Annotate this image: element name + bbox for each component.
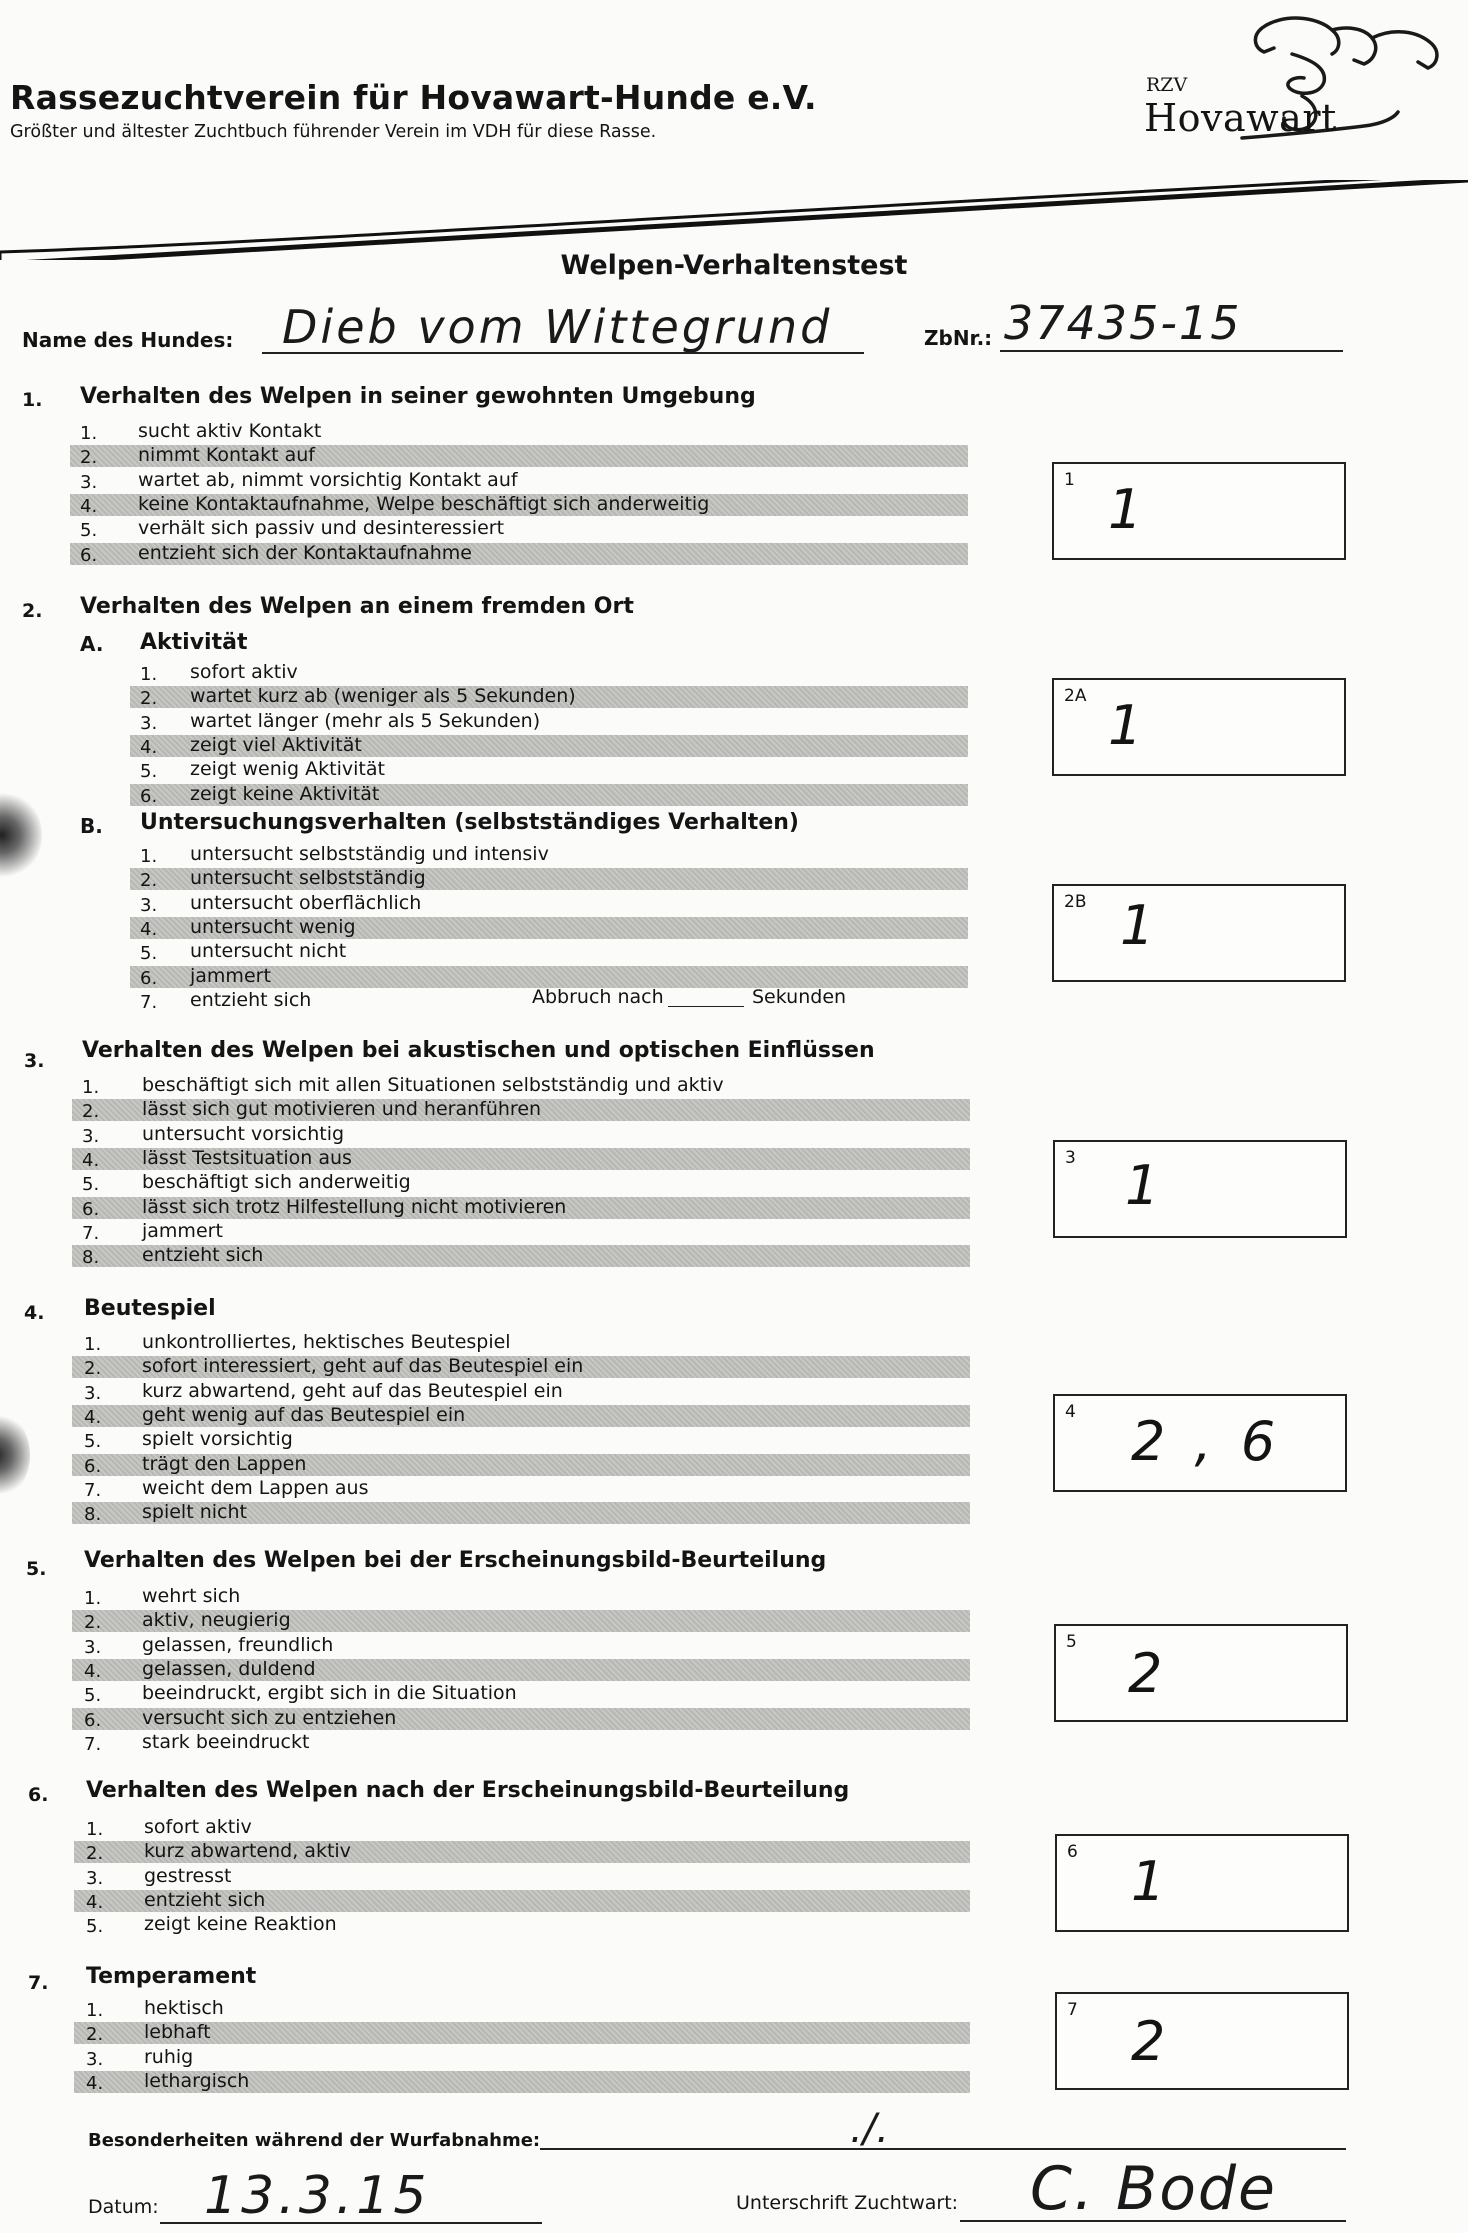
option-number: 3. [86, 1867, 104, 1889]
option-text: weicht dem Lappen aus [142, 1476, 369, 1499]
option-number: 1. [140, 664, 158, 685]
option-text: lässt Testsituation aus [142, 1146, 352, 1169]
option-text: keine Kontaktaufnahme, Welpe beschäftigt sich anderweitig [138, 492, 710, 515]
option-number: 2. [82, 1101, 100, 1123]
option-number: 2. [140, 688, 158, 710]
option-text: gelassen, freundlich [142, 1633, 334, 1656]
option-text: untersucht selbstständig [190, 867, 426, 890]
option-number: 3. [140, 894, 158, 916]
option-number: 5. [82, 1174, 100, 1196]
option-number: 2. [80, 447, 98, 469]
option-text: lethargisch [144, 2069, 250, 2092]
section-3-title: Verhalten des Welpen bei akustischen und optischen Einflüssen [82, 1038, 875, 1063]
section-7-number: 7. [28, 1972, 49, 1994]
option-text: wartet länger (mehr als 5 Sekunden) [190, 709, 541, 732]
score-box-1-label: 1 [1064, 470, 1075, 490]
option-text: ruhig [144, 2045, 194, 2068]
option-number: 3. [86, 2048, 104, 2070]
option-number: 3. [140, 712, 158, 734]
zbnr-label: ZbNr.: [924, 326, 993, 350]
dog-name-underline [262, 352, 864, 354]
score-box-3-label: 3 [1065, 1148, 1076, 1168]
option-text: untersucht vorsichtig [142, 1122, 345, 1145]
option-number: 4. [84, 1660, 102, 1682]
score-box-1[interactable] [1052, 462, 1346, 560]
option-text: gelassen, duldend [142, 1657, 316, 1680]
score-box-7-label: 7 [1067, 2000, 1078, 2020]
header-divider [0, 180, 1468, 260]
option-text: lässt sich trotz Hilfestellung nicht motivieren [142, 1195, 567, 1218]
signature-underline [960, 2220, 1346, 2222]
option-number: 5. [80, 520, 98, 542]
option-text: lässt sich gut motivieren und heranführen [142, 1098, 542, 1121]
option-number: 6. [84, 1709, 102, 1731]
option-text: trägt den Lappen [142, 1452, 307, 1475]
option-number: 5. [84, 1685, 102, 1707]
section-2b-letter: B. [80, 814, 103, 838]
score-box-2a[interactable] [1052, 678, 1346, 776]
signature-label: Unterschrift Zuchtwart: [736, 2192, 959, 2214]
score-box-4-label: 4 [1065, 1402, 1076, 1422]
binder-hole-lower [0, 1410, 30, 1500]
option-number: 5. [140, 943, 158, 965]
option-text: wartet ab, nimmt vorsichtig Kontakt auf [138, 468, 518, 491]
score-box-7[interactable] [1055, 1992, 1349, 2090]
option-number: 5. [86, 1916, 104, 1938]
remarks-value[interactable]: ./. [850, 2106, 889, 2152]
option-number: 1. [80, 423, 98, 444]
section-6-number: 6. [28, 1784, 49, 1806]
option-text: untersucht selbstständig und intensiv [190, 843, 549, 865]
remarks-underline [540, 2148, 1346, 2150]
option-text: spielt nicht [142, 1501, 247, 1524]
option-number: 6. [140, 967, 158, 989]
option-number: 5. [84, 1431, 102, 1453]
section-6-title: Verhalten des Welpen nach der Erscheinungsbild-Beurteilung [86, 1778, 850, 1803]
option-number: 4. [86, 1891, 104, 1913]
option-text: kurz abwartend, aktiv [144, 1840, 351, 1863]
option-number: 3. [82, 1125, 100, 1147]
option-text: wehrt sich [142, 1585, 241, 1607]
section-7-title: Temperament [86, 1964, 257, 1989]
score-box-6-value: 1 [1131, 1850, 1166, 1913]
score-box-3[interactable] [1053, 1140, 1347, 1238]
option-number: 7. [84, 1733, 102, 1755]
abort-label: Abbruch nach [532, 986, 664, 1008]
section-3-number: 3. [24, 1050, 45, 1072]
score-box-2a-value: 1 [1108, 694, 1143, 757]
abort-unit: Sekunden [752, 986, 847, 1008]
option-number: 8. [84, 1504, 102, 1526]
section-1-number: 1. [22, 389, 43, 411]
section-2-number: 2. [22, 600, 43, 622]
signature-value[interactable]: C. Bode [1030, 2154, 1277, 2224]
option-number: 6. [84, 1455, 102, 1477]
option-text: verhält sich passiv und desinteressiert [138, 517, 505, 540]
score-box-1-value: 1 [1108, 478, 1143, 541]
remarks-label: Besonderheiten während der Wurfabnahme: [88, 2130, 541, 2151]
document-title: Welpen-Verhaltenstest [560, 250, 908, 281]
option-number: 6. [140, 785, 158, 807]
option-number: 1. [82, 1077, 100, 1098]
score-box-4[interactable] [1053, 1394, 1347, 1492]
section-2b-title: Untersuchungsverhalten (selbstständiges Verhalten) [140, 810, 799, 835]
score-box-3-value: 1 [1125, 1154, 1160, 1217]
score-box-2b-value: 1 [1120, 894, 1155, 957]
option-text: sucht aktiv Kontakt [138, 420, 322, 442]
option-text: jammert [142, 1219, 223, 1242]
score-box-5[interactable] [1054, 1624, 1348, 1722]
option-number: 4. [140, 736, 158, 758]
option-text: zeigt viel Aktivität [190, 733, 362, 756]
option-text: beeindruckt, ergibt sich in die Situation [142, 1682, 517, 1705]
option-number: 2. [84, 1612, 102, 1634]
option-text: zeigt keine Aktivität [190, 782, 380, 805]
option-text: beschäftigt sich mit allen Situationen selbstständig und aktiv [142, 1074, 724, 1096]
option-number: 7. [82, 1222, 100, 1244]
option-text: sofort aktiv [144, 1816, 252, 1838]
option-number: 1. [84, 1334, 102, 1355]
option-text: spielt vorsichtig [142, 1428, 293, 1451]
option-text: versucht sich zu entziehen [142, 1706, 397, 1729]
organization-subtitle: Größter und ältester Zuchtbuch führender Verein im VDH für diese Rasse. [10, 122, 657, 142]
option-number: 1. [84, 1588, 102, 1609]
option-text: unkontrolliertes, hektisches Beutespiel [142, 1331, 511, 1353]
section-4-title: Beutespiel [84, 1296, 216, 1321]
section-4-number: 4. [24, 1302, 45, 1324]
date-underline [160, 2222, 542, 2224]
abort-seconds-blank[interactable] [668, 1006, 744, 1007]
date-value[interactable]: 13.3.15 [204, 2166, 431, 2226]
score-box-4-value: 2 , 6 [1131, 1410, 1282, 1473]
zbnr-value[interactable]: 37435-15 [1004, 296, 1242, 350]
option-text: sofort aktiv [190, 661, 298, 683]
score-box-5-value: 2 [1128, 1642, 1163, 1705]
option-number: 2. [86, 1843, 104, 1865]
dog-name-value[interactable]: Dieb vom Wittegrund [282, 300, 833, 354]
option-text: untersucht nicht [190, 940, 347, 963]
section-2a-letter: A. [80, 632, 104, 656]
option-number: 3. [80, 471, 98, 493]
option-text: entzieht sich [142, 1244, 264, 1267]
option-number: 3. [84, 1382, 102, 1404]
option-text: zeigt wenig Aktivität [190, 758, 385, 781]
option-text: aktiv, neugierig [142, 1609, 291, 1632]
option-number: 5. [140, 761, 158, 783]
score-box-2a-label: 2A [1064, 686, 1087, 706]
option-number: 7. [140, 991, 158, 1013]
option-text: kurz abwartend, geht auf das Beutespiel ein [142, 1379, 563, 1402]
score-box-6[interactable] [1055, 1834, 1349, 1932]
logo-hovawart-text: Hovawart [1144, 96, 1337, 140]
option-number: 1. [140, 846, 158, 867]
logo-rzv-text: RZV [1146, 74, 1188, 96]
score-box-6-label: 6 [1067, 1842, 1078, 1862]
option-number: 7. [84, 1479, 102, 1501]
option-text: entzieht sich [144, 1888, 266, 1911]
option-number: 1. [86, 2000, 104, 2021]
score-box-2b[interactable] [1052, 884, 1346, 982]
option-number: 4. [82, 1149, 100, 1171]
option-number: 2. [140, 870, 158, 892]
option-text: beschäftigt sich anderweitig [142, 1171, 411, 1194]
option-number: 6. [82, 1198, 100, 1220]
option-text: zeigt keine Reaktion [144, 1913, 337, 1936]
organization-name: Rassezuchtverein für Hovawart-Hunde e.V. [10, 78, 817, 117]
score-box-7-value: 2 [1131, 2010, 1166, 2073]
option-text: wartet kurz ab (weniger als 5 Sekunden) [190, 685, 576, 708]
option-number: 4. [86, 2072, 104, 2094]
option-text: nimmt Kontakt auf [138, 444, 315, 467]
option-number: 4. [80, 495, 98, 517]
binder-hole-upper [0, 790, 42, 880]
option-number: 4. [140, 918, 158, 940]
dog-name-label: Name des Hundes: [22, 328, 234, 352]
section-5-number: 5. [26, 1558, 47, 1580]
section-2a-title: Aktivität [140, 630, 248, 655]
option-text: sofort interessiert, geht auf das Beutespiel ein [142, 1355, 584, 1378]
option-text: untersucht wenig [190, 915, 356, 938]
section-1-title: Verhalten des Welpen in seiner gewohnten Umgebung [80, 384, 756, 409]
option-text: entzieht sich [190, 988, 312, 1011]
score-box-5-label: 5 [1066, 1632, 1077, 1652]
option-number: 6. [80, 544, 98, 566]
score-box-2b-label: 2B [1064, 892, 1087, 912]
option-text: geht wenig auf das Beutespiel ein [142, 1403, 466, 1426]
option-number: 1. [86, 1819, 104, 1840]
option-text: hektisch [144, 1997, 224, 2019]
option-text: jammert [190, 964, 271, 987]
option-text: lebhaft [144, 2021, 211, 2044]
option-text: untersucht oberflächlich [190, 891, 422, 914]
option-number: 2. [84, 1358, 102, 1380]
option-number: 3. [84, 1636, 102, 1658]
option-text: gestresst [144, 1864, 232, 1887]
option-number: 2. [86, 2024, 104, 2046]
date-label: Datum: [88, 2196, 159, 2218]
option-number: 4. [84, 1406, 102, 1428]
section-5-title: Verhalten des Welpen bei der Erscheinungsbild-Beurteilung [84, 1548, 827, 1573]
option-number: 8. [82, 1247, 100, 1269]
option-text: stark beeindruckt [142, 1730, 310, 1753]
zbnr-underline [1000, 350, 1343, 352]
section-2-title: Verhalten des Welpen an einem fremden Ort [80, 594, 634, 619]
option-text: entzieht sich der Kontaktaufnahme [138, 541, 472, 564]
